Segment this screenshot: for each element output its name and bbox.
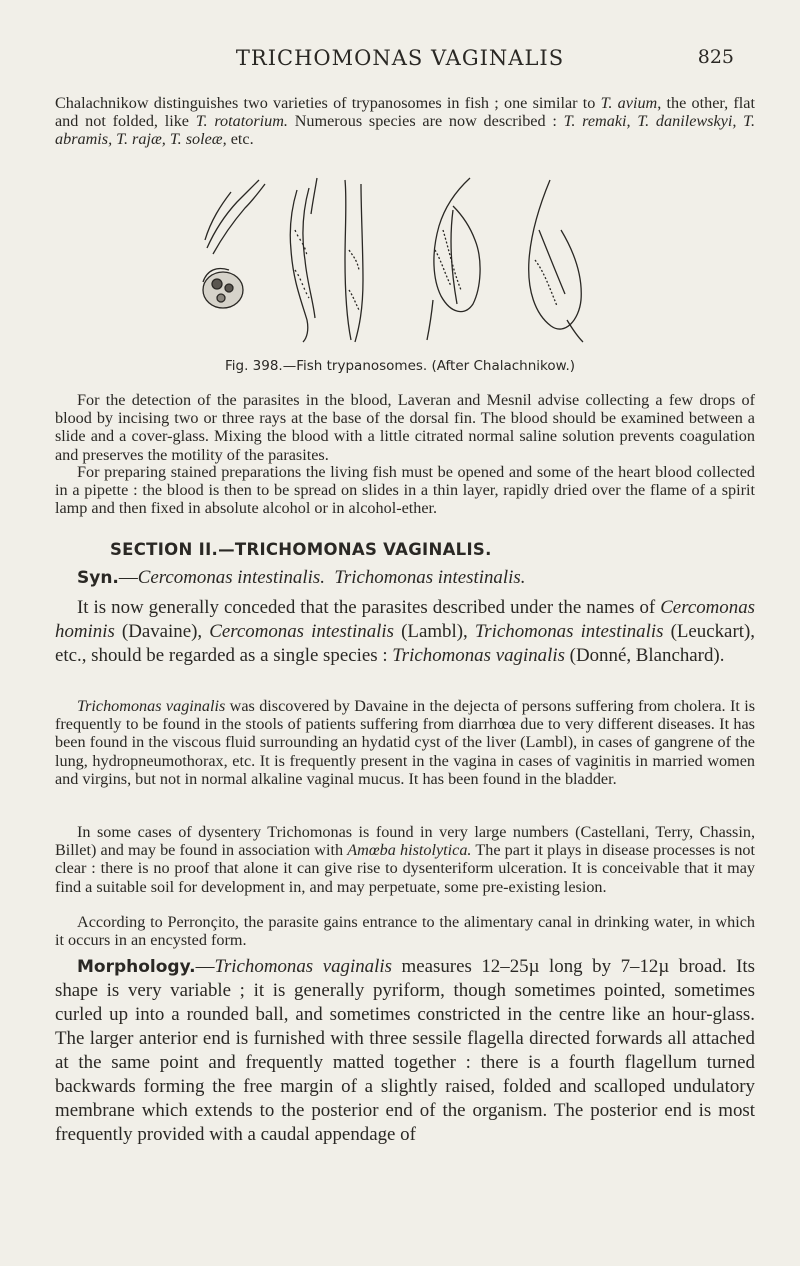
text-run: (Leuckart), etc., should be regarded as a single species : <box>55 621 755 666</box>
section-paragraph-4: According to Perronçito, the parasite gains entrance to the alimentary canal in drinking water, in which it occurs in an encysted form. <box>55 913 755 950</box>
text-run: , the other, flat and not folded, like <box>55 94 755 131</box>
method-paragraph-2: For preparing stained preparations the living fish must be opened and some of the heart blood collected in a pipette : the blood is then to be spread on slides in a thin layer, rapidly dried over the flame of a spirit lamp and then fixed in absolute alcohol or in alcohol-ether. <box>55 463 755 518</box>
intro-paragraph <box>55 94 755 149</box>
trypanosome-drawing-2 <box>290 178 317 342</box>
text-run: etc. <box>226 130 254 149</box>
page-number: 825 <box>697 46 734 68</box>
text-run: In some cases of dysentery Trichomonas is found in very large numbers (Castellani, Terry, Chassin, Billet) and may be found in association with <box>55 823 755 860</box>
text-run: — <box>118 567 138 588</box>
morphology-label: Morphology. <box>77 957 196 977</box>
method-paragraph-1: For the detection of the parasites in the blood, Laveran and Mesnil advise collecting a few drops of blood by incising two or three rays at the base of the dorsal fin. The blood should be examined between a slide and a cover-glass. Mixing the blood with a little citrated normal saline solution prevents coagulation and preserves the motility of the parasites. <box>55 391 755 464</box>
text-run: Chalachnikow distinguishes two varieties of trypanosomes in fish ; one similar to <box>55 94 601 112</box>
synonyms-line <box>55 566 755 590</box>
text-run: Numerous species are now described : <box>287 112 564 131</box>
species-list: T. remaki, T. danilewskyi, T. abramis, T. rajæ, T. soleæ, <box>55 112 755 149</box>
species-name: Cercomonas hominis <box>55 597 755 642</box>
species-name: Cercomonas intestinalis <box>209 621 395 642</box>
text-run: The part it plays in disease processes is not clear : there is no proof that alone it can give rise to dysenteriform ulceration. It is conceivable that it may find a suitable soil for development in, and may perpetuate, some pre-existing lesion. <box>55 841 756 896</box>
text-run: It is now generally conceded that the parasites described under the names of <box>77 597 661 618</box>
section-paragraph-2 <box>55 697 755 788</box>
figure-caption: Fig. 398.—Fish trypanosomes. (After Chalachnikow.) <box>224 358 575 374</box>
section-paragraph-3 <box>55 823 755 896</box>
running-head: TRICHOMONAS VAGINALIS <box>235 46 565 70</box>
text-run: (Donné, Blanchard). <box>564 645 725 666</box>
morphology-paragraph <box>55 955 755 1147</box>
trypanosome-drawing-3 <box>345 180 363 342</box>
section-heading: SECTION II.—TRICHOMONAS VAGINALIS. <box>110 540 492 559</box>
species-name: Trichomonas vaginalis <box>392 645 565 666</box>
text-run: was discovered by Davaine in the dejecta of persons suffering from cholera. It is frequently to be found in the stools of patients suffering from diarrhœa due to very different diseases. It has been found in the viscous fluid surrounding an hydatid cyst of the liver (Lambl), in cases of gangrene of the lung, hydropneumothorax, etc. It is frequently present in the vagina in cases of vaginitis in married women and virgins, but not in normal alkaline vaginal mucus. It has been found in the bladder. <box>55 697 755 788</box>
synonyms-label: Syn. <box>77 568 119 588</box>
species-name: Trichomonas intestinalis <box>474 621 664 642</box>
trypanosome-drawing-4 <box>427 178 480 340</box>
synonym: Trichomonas intestinalis. <box>334 567 526 588</box>
species-name: T. rotatorium. <box>195 112 288 131</box>
text-run: — <box>195 956 215 977</box>
species-name: Trichomonas vaginalis <box>214 956 392 977</box>
synonym: Cercomonas intestinalis. <box>137 567 325 588</box>
text-run: (Lambl), <box>394 621 475 642</box>
trypanosome-drawing-5 <box>529 180 583 342</box>
trypanosome-figure <box>195 170 615 345</box>
species-name: T. avium <box>600 94 658 112</box>
text-run: (Davaine), <box>114 621 210 642</box>
text-run: measures 12–25µ long by 7–12µ broad. Its shape is very variable ; it is generally pyriform, though sometimes pointed, sometimes curled up into a rounded ball, and sometimes constricted in the centre like an hour-glass. The larger anterior end is furnished with three sessile flagella directed forwards all attached at the same point and frequently matted together : there is a fourth flagellum turned backwards forming the free margin of a slightly raised, folded and scalloped undulatory membrane which extends to the posterior end of the organism. The posterior end is most frequently provided with a caudal appendage of <box>55 956 755 1145</box>
species-name: Amœba histolytica. <box>347 841 472 860</box>
species-name: Trichomonas vaginalis <box>77 697 226 715</box>
section-paragraph-1 <box>55 596 755 668</box>
trypanosome-drawing-1 <box>203 180 265 308</box>
